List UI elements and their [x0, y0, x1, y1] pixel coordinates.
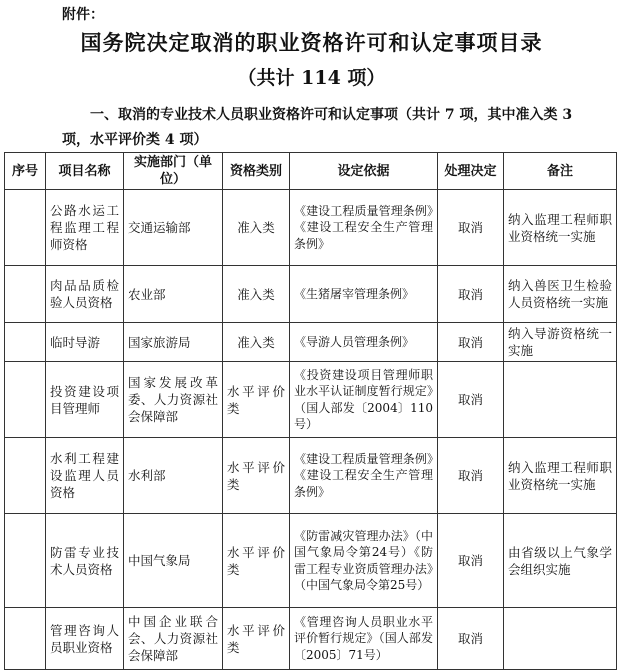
category: 准入类 [223, 190, 290, 266]
note: 纳入监理工程师职业资格统一实施 [504, 438, 617, 514]
document-title: 国务院决定取消的职业资格许可和认定事项目录 [80, 30, 543, 55]
document-subtitle: （共计 114 项） [237, 67, 386, 89]
header-cell: 资格类别 [223, 153, 290, 190]
attachment-label: 附件： [62, 7, 104, 23]
department: 交通运输部 [124, 190, 223, 266]
item-name: 防雷专业技术人员资格 [46, 514, 124, 608]
note: 由省级以上气象学会组织实施 [504, 514, 617, 608]
basis: 《建设工程质量管理条例》《建设工程安全生产管理条例》 [290, 438, 438, 514]
table-row [5, 608, 617, 670]
department: 农业部 [124, 266, 223, 323]
note: 纳入监理工程师职业资格统一实施 [504, 190, 617, 266]
decision: 取消 [438, 362, 504, 438]
row-number [5, 608, 46, 670]
department: 中国企业联合会、人力资源社会保障部 [124, 608, 223, 670]
table-row [5, 438, 617, 514]
items-table [4, 152, 617, 670]
decision: 取消 [438, 514, 504, 608]
note: 纳入兽医卫生检验人员资格统一实施 [504, 266, 617, 323]
table-row [5, 323, 617, 362]
header-cell: 项目名称 [46, 153, 124, 190]
header-cell: 处理决定 [438, 153, 504, 190]
header-cell: 实施部门（单位） [124, 153, 223, 190]
department: 中国气象局 [124, 514, 223, 608]
category: 准入类 [223, 323, 290, 362]
row-number [5, 190, 46, 266]
table-row [5, 266, 617, 323]
basis: 《管理咨询人员职业水平评价暂行规定》（国人部发〔2005〕71号） [290, 608, 438, 670]
basis: 《导游人员管理条例》 [290, 323, 438, 362]
department: 国家旅游局 [124, 323, 223, 362]
category: 水平评价类 [223, 608, 290, 670]
row-number [5, 438, 46, 514]
item-name: 投资建设项目管理师 [46, 362, 124, 438]
header-cell: 备注 [504, 153, 617, 190]
category: 水平评价类 [223, 514, 290, 608]
table-header-row [5, 153, 617, 190]
section-heading: 一、取消的专业技术人员职业资格许可和认定事项（共计 7 项，其中准入类 3 项，水平评价类 4 项） [62, 107, 573, 148]
basis: 《投资建设项目管理师职业水平认证制度暂行规定》（国人部发〔2004〕110号） [290, 362, 438, 438]
item-name: 水利工程建设监理人员资格 [46, 438, 124, 514]
row-number [5, 362, 46, 438]
table-row [5, 514, 617, 608]
item-name: 管理咨询人员职业资格 [46, 608, 124, 670]
header-cell: 序号 [5, 153, 46, 190]
note [504, 608, 617, 670]
table-row [5, 362, 617, 438]
note [504, 362, 617, 438]
department: 国家发展改革委、人力资源社会保障部 [124, 362, 223, 438]
item-name: 肉品品质检验人员资格 [46, 266, 124, 323]
category: 水平评价类 [223, 362, 290, 438]
department: 水利部 [124, 438, 223, 514]
basis: 《建设工程质量管理条例》《建设工程安全生产管理条例》 [290, 190, 438, 266]
table-row [5, 190, 617, 266]
row-number [5, 266, 46, 323]
decision: 取消 [438, 323, 504, 362]
decision: 取消 [438, 438, 504, 514]
category: 准入类 [223, 266, 290, 323]
note: 纳入导游资格统一实施 [504, 323, 617, 362]
decision: 取消 [438, 608, 504, 670]
decision: 取消 [438, 266, 504, 323]
row-number [5, 323, 46, 362]
basis: 《防雷减灾管理办法》（中国气象局令第24号）《防雷工程专业资质管理办法》（中国气象局令第25号） [290, 514, 438, 608]
header-cell: 设定依据 [290, 153, 438, 190]
item-name: 公路水运工程监理工程师资格 [46, 190, 124, 266]
row-number [5, 514, 46, 608]
basis: 《生猪屠宰管理条例》 [290, 266, 438, 323]
category: 水平评价类 [223, 438, 290, 514]
decision: 取消 [438, 190, 504, 266]
item-name: 临时导游 [46, 323, 124, 362]
